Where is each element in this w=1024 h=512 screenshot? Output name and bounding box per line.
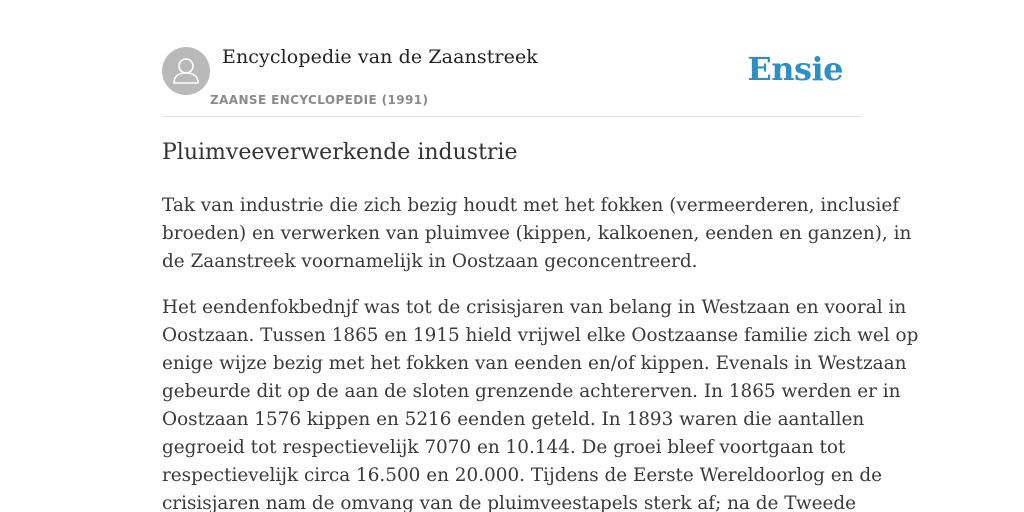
- text-line: gebeurde dit op de aan de sloten grenzende achtererven. In 1865 werden er in: [162, 381, 901, 402]
- text-line: Oostzaan. Tussen 1865 en 1915 hield vrijwel elke Oostzaanse familie zich wel op: [162, 325, 919, 346]
- text-line: broeden) en verwerken van pluimvee (kippen, kalkoenen, eenden en ganzen), in: [162, 223, 912, 244]
- text-line: gegroeid tot respectievelijk 7070 en 10.144. De groei bleef voortgaan tot: [162, 437, 846, 458]
- source-header: [162, 46, 862, 117]
- article-title: Pluimveeverwerkende industrie: [162, 140, 518, 165]
- brand-logo-link[interactable]: Ensie: [747, 50, 843, 88]
- source-subtitle: ZAANSE ENCYCLOPEDIE (1991): [210, 93, 429, 107]
- paragraph-intro: [162, 192, 912, 276]
- source-title-link[interactable]: Encyclopedie van de Zaanstreek: [222, 46, 538, 68]
- user-icon: [162, 47, 210, 95]
- text-line: enige wijze bezig met het fokken van eenden en/of kippen. Evenals in Westzaan: [162, 353, 907, 374]
- article-body: [162, 192, 919, 512]
- text-line: crisisjaren nam de omvang van de pluimveestapels sterk af; na de Tweede: [162, 493, 857, 512]
- paragraph-history: [162, 294, 919, 512]
- text-line: de Zaanstreek voornamelijk in Oostzaan geconcentreerd.: [162, 251, 698, 272]
- text-line: Oostzaan 1576 kippen en 5216 eenden geteld. In 1893 waren die aantallen: [162, 409, 865, 430]
- source-avatar[interactable]: [162, 47, 210, 95]
- text-line: Het eendenfokbednjf was tot de crisisjaren van belang in Westzaan en vooral in: [162, 297, 907, 318]
- text-line: Tak van industrie die zich bezig houdt met het fokken (vermeerderen, inclusief: [162, 195, 900, 216]
- text-line: respectievelijk circa 16.500 en 20.000. Tijdens de Eerste Wereldoorlog en de: [162, 465, 882, 486]
